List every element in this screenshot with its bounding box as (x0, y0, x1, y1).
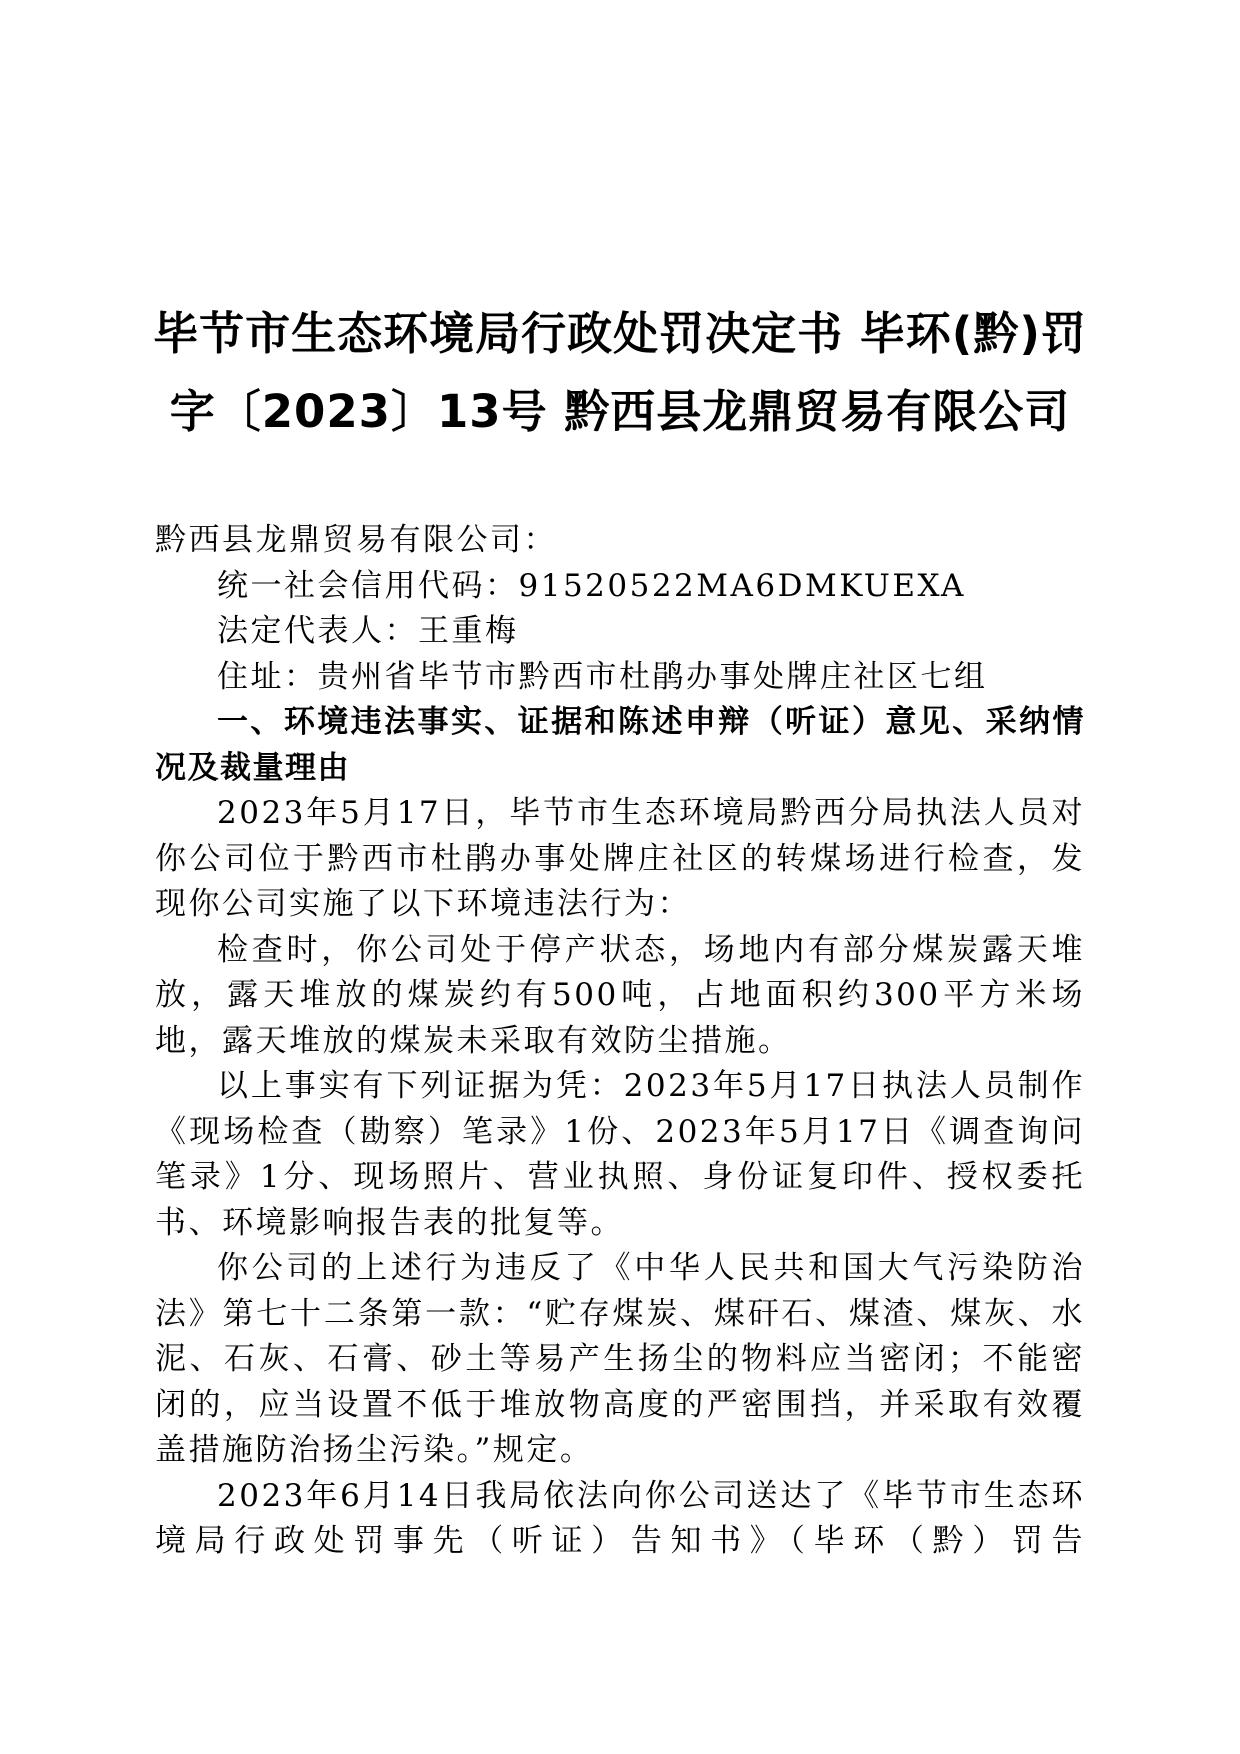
address: 住址：贵州省毕节市黔西市杜鹃办事处牌庄社区七组 (217, 658, 988, 695)
credit-code: 统一社会信用代码：91520522MA6DMKUEXA (217, 567, 966, 604)
body-paragraph: 以上事实有下列证据为凭：2023年5月17日执法人员制作《现场检查（勘察）笔录》1份、2023年5月17日《调查询问笔录》1分、现场照片、营业执照、身份证复印件、授权委托书、环境影响报告表的批复等。 (155, 1068, 1085, 1241)
section-heading: 一、环境违法事实、证据和陈述申辩（听证）意见、采纳情况及裁量理由 (155, 704, 1085, 786)
document-body (155, 518, 1085, 1565)
body-paragraph: 2023年6月14日我局依法向你公司送达了《毕节市生态环境局行政处罚事先（听证）告知书》（毕环（黔）罚告 (155, 1477, 1085, 1559)
body-paragraph: 2023年5月17日，毕节市生态环境局黔西分局执法人员对你公司位于黔西市杜鹃办事处牌庄社区的转煤场进行检查，发现你公司实施了以下环境违法行为： (155, 795, 1085, 922)
legal-representative: 法定代表人：王重梅 (217, 613, 519, 649)
body-paragraph: 检查时，你公司处于停产状态，场地内有部分煤炭露天堆放，露天堆放的煤炭约有500吨，占地面积约300平方米场地，露天堆放的煤炭未采取有效防尘措施。 (155, 931, 1085, 1059)
document-title: 毕节市生态环境局行政处罚决定书 毕环(黔)罚字〔2023〕13号 黔西县龙鼎贸易有限公司 (153, 307, 1087, 438)
addressee: 黔西县龙鼎贸易有限公司： (155, 522, 557, 558)
body-paragraph: 你公司的上述行为违反了《中华人民共和国大气污染防治法》第七十二条第一款：“贮存煤炭、煤矸石、煤渣、煤灰、水泥、石灰、石膏、砂土等易产生扬尘的物料应当密闭；不能密闭的，应当设置不低于堆放物高度的严密围挡，并采取有效覆盖措施防治扬尘污染。”规定。 (155, 1250, 1085, 1468)
